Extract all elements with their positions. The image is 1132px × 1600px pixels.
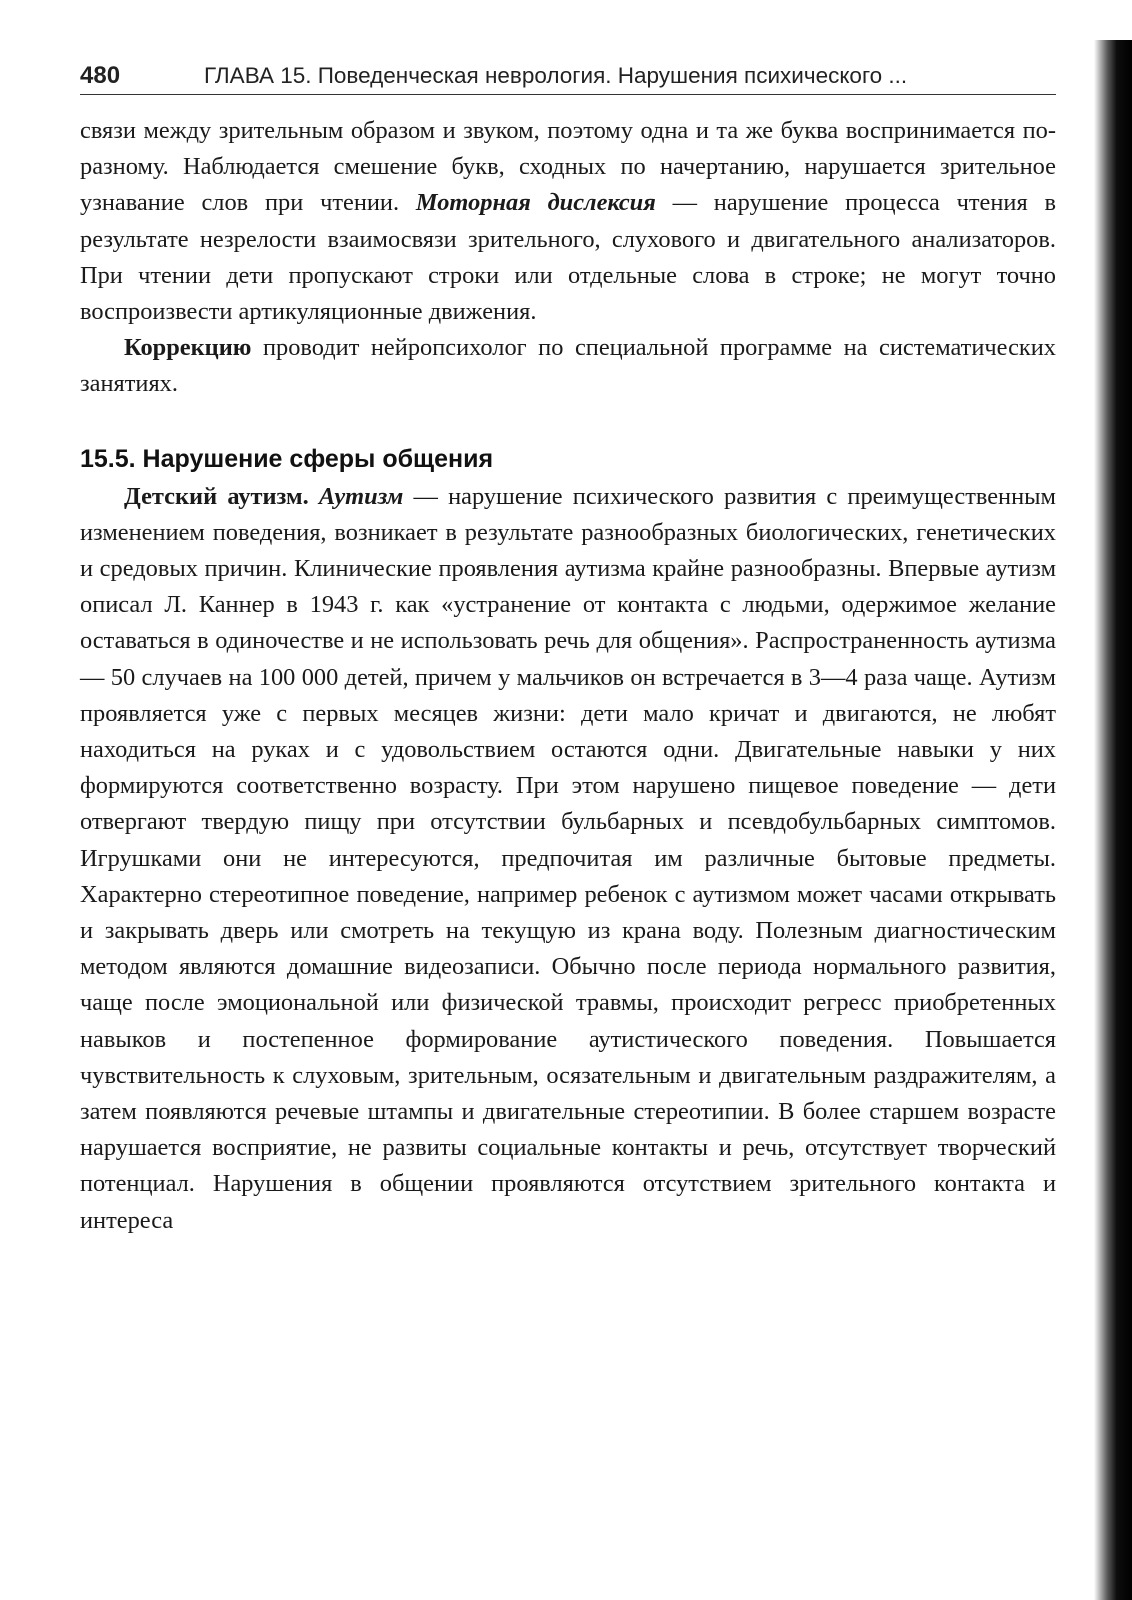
term-autism: Аутизм <box>318 482 404 510</box>
page-number: 480 <box>80 62 121 89</box>
term-motor-dyslexia: Моторная дислексия <box>415 189 656 217</box>
paragraph-correction <box>80 330 1056 402</box>
term-childhood-autism: Детский аутизм. <box>124 482 309 510</box>
page-edge-shadow <box>1094 40 1132 1600</box>
paragraph-text: — нарушение процесса чтения в результате незрелости взаимосвязи зрительного, слухового и двигательного анализаторов. При чтении дети пропускают строки или отдельные слова в строке; не могут точно воспроизвести артикуляционные движения. <box>80 189 1056 326</box>
body-text <box>80 113 1056 1239</box>
paragraph-text: — нарушение психического развития с преимущественным изменением поведения, возникает в результате разнообразных биологических, генетических и средовых причин. Клинические проявления аутизма крайне разнообразны. Впервые аутизм описал Л. Каннер в 1943 г. как «устранение от контакта с людьми, одержимое желание оставаться в одиночестве и не использовать речь для общения». Распространенность аутизма — 50 случаев на 100 000 детей, причем у мальчиков он встречается в 3—4 раза чаще. Аутизм проявляется уже с первых месяцев жизни: дети мало кричат и двигаются, не любят находиться на руках и с удовольствием остаются одни. Двигательные навыки у них формируются соответственно возрасту. При этом нарушено пищевое поведение — дети отвергают твердую пищу при отсутствии бульбарных и псевдобульбарных симптомов. Игрушками они не интересуются, предпочитая им различные бытовые предметы. Характерно стереотипное поведение, например ребенок с аутизмом может часами открывать и закрывать дверь или смотреть на текущую из крана воду. Полезным диагностическим методом являются домашние видеозаписи. Обычно после периода нормального развития, чаще после эмоциональной или физической травмы, происходит регресс приобретенных навыков и постепенное формирование аутистического поведения. Повышается чувствительность к слуховым, зрительным, осязательным и двигательным раздражителям, а затем появляются речевые штампы и двигательные стереотипии. В более старшем возрасте нарушается восприятие, не развиты социальные контакты и речь, отсутствует творческий потенциал. Нарушения в общении проявляются отсутствием зрительного контакта и интереса <box>80 482 1056 1234</box>
paragraph-autism <box>80 479 1056 1239</box>
paragraph-text: связи между зрительным образом и звуком, поэтому одна и та же буква воспринимается по-разному. Наблюдается смешение букв, сходных по начертанию, нарушается зрительное узнавание слов при чтении. <box>80 117 1056 217</box>
running-title: ГЛАВА 15. Поведенческая неврология. Нарушения психического ... <box>204 63 908 88</box>
paragraph-text: проводит нейропсихолог по специальной программе на систематических занятиях. <box>80 334 1056 398</box>
term-correction: Коррекцию <box>124 334 252 362</box>
section-heading: 15.5. Нарушение сферы общения <box>80 444 494 473</box>
book-page <box>80 62 1056 1239</box>
running-header <box>80 62 1056 95</box>
paragraph-motor-dyslexia <box>80 113 1056 330</box>
